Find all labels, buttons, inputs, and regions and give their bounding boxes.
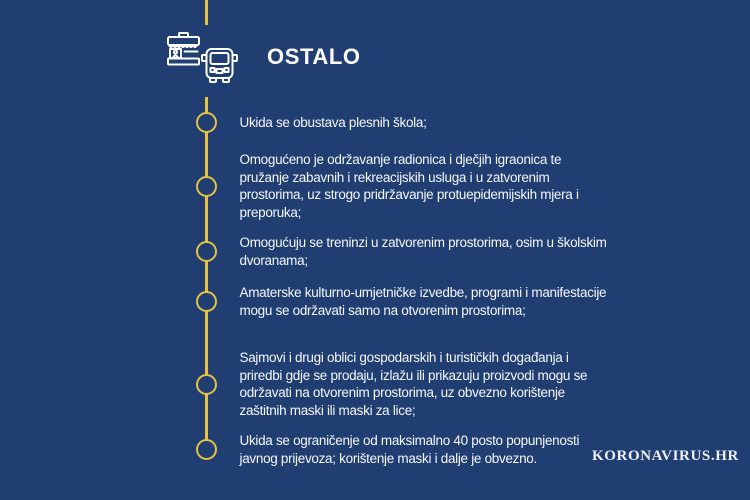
koronavirus-hr-wordmark: KORONAVIRUS.HR	[592, 448, 739, 464]
timeline-node-circle	[196, 374, 217, 395]
timeline-node-circle	[196, 291, 217, 312]
timeline-item-text: Ukida se ograničenje od maksimalno 40 posto popunjenosti javnog prijevoza; korištenje maski i dalje je obvezno.	[239, 433, 580, 466]
timeline-item-text: Omogućuju se treninzi u zatvorenim prostorima, osim u školskim dvoranama;	[239, 235, 607, 268]
timeline-item	[196, 349, 608, 419]
timeline-item	[196, 112, 608, 133]
timeline-item	[196, 234, 608, 269]
timeline-node-circle	[196, 112, 217, 133]
timeline-node-circle	[196, 176, 217, 197]
timeline-item	[196, 432, 608, 467]
page-title: OSTALO	[267, 44, 361, 69]
timeline-node-circle	[196, 241, 217, 262]
timeline-item	[196, 284, 608, 319]
timeline-item-text: Ukida se obustava plesnih škola;	[239, 114, 427, 130]
market-stall-icon	[166, 32, 202, 71]
timeline-item-text: Sajmovi i drugi oblici gospodarskih i turističkih događanja i priredbi gdje se prodaju, izlažu ili prikazuju proizvodi mogu se održavati na otvorenim prostorima, uz obvezno korištenje zaštitnih maski ili maski za lice;	[239, 350, 588, 418]
timeline-item-text: Omogućeno je održavanje radionica i dječjih igraonica te pružanje zabavnih i rekreacijskih usluga i u zatvorenim prostorima, uz strogo pridržavanje protuepidemijskih mjera i preporuka;	[239, 152, 579, 220]
timeline-item	[196, 151, 608, 221]
timeline-line-top	[205, 0, 208, 25]
timeline-node-circle	[196, 439, 217, 460]
timeline-item-text: Amaterske kulturno-umjetničke izvedbe, programi i manifestacije mogu se održavati samo na otvorenim prostorima;	[239, 285, 607, 318]
bus-icon	[201, 47, 238, 89]
